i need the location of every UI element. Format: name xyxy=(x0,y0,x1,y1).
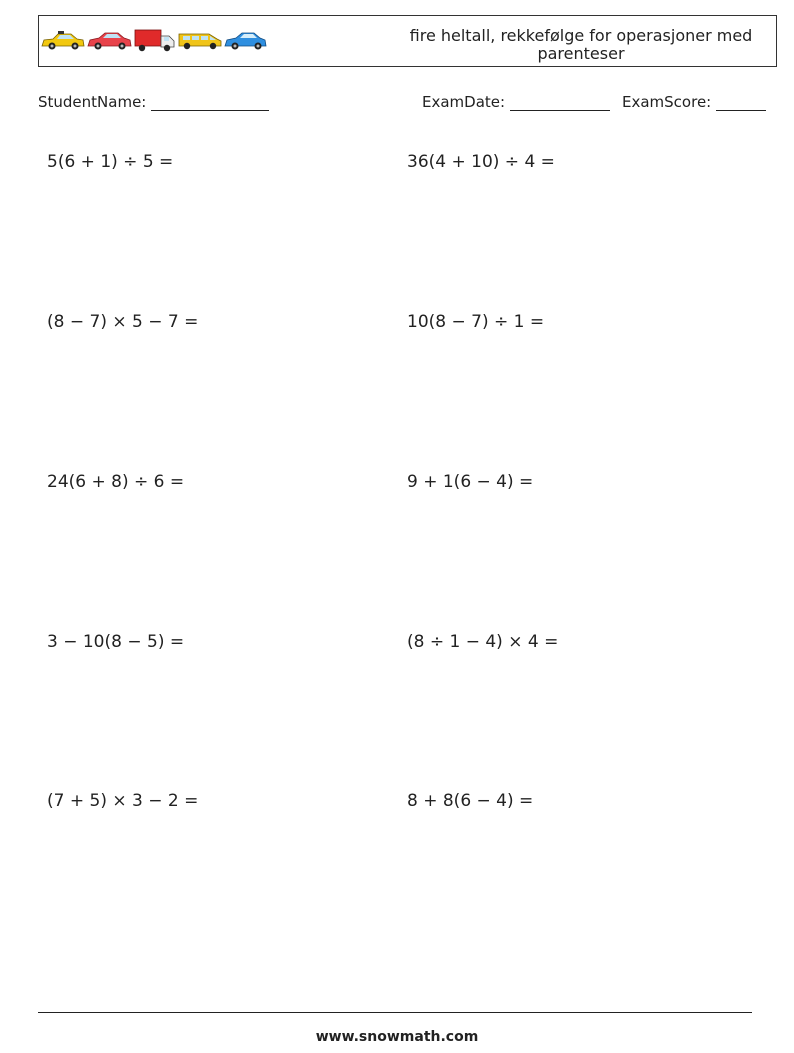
exam-score-blank[interactable] xyxy=(716,94,766,111)
problem-6: 9 + 1(6 − 4) = xyxy=(407,472,534,492)
worksheet-header xyxy=(38,15,777,67)
problem-10: 8 + 8(6 − 4) = xyxy=(407,791,534,811)
yellow-taxi-icon xyxy=(42,31,84,50)
problem-8: (8 ÷ 1 − 4) × 4 = xyxy=(407,632,559,652)
worksheet-title: fire heltall, rekkefølge for operasjoner med parenteser xyxy=(409,26,753,63)
student-name-field xyxy=(38,93,269,111)
problem-2: 36(4 + 10) ÷ 4 = xyxy=(407,152,555,172)
student-name-label: StudentName: xyxy=(38,93,147,111)
problem-7: 3 − 10(8 − 5) = xyxy=(47,632,185,652)
exam-date-label: ExamDate: xyxy=(422,93,506,111)
problem-5: 24(6 + 8) ÷ 6 = xyxy=(47,472,185,492)
exam-score-label: ExamScore: xyxy=(622,93,712,111)
problem-9: (7 + 5) × 3 − 2 = xyxy=(47,791,199,811)
exam-date-field xyxy=(422,93,610,111)
exam-score-field xyxy=(622,93,766,111)
footer-divider xyxy=(38,1012,752,1013)
blue-car-icon xyxy=(225,33,266,50)
problem-3: (8 − 7) × 5 − 7 = xyxy=(47,312,199,332)
exam-date-blank[interactable] xyxy=(510,94,610,111)
red-truck-icon xyxy=(135,30,174,51)
student-name-blank[interactable] xyxy=(151,94,269,111)
problem-4: 10(8 − 7) ÷ 1 = xyxy=(407,312,545,332)
vehicle-banner xyxy=(41,28,267,54)
red-car-icon xyxy=(88,33,131,50)
problem-1: 5(6 + 1) ÷ 5 = xyxy=(47,152,174,172)
yellow-van-icon xyxy=(179,34,221,49)
footer-url[interactable]: www.snowmath.com xyxy=(315,1029,479,1045)
